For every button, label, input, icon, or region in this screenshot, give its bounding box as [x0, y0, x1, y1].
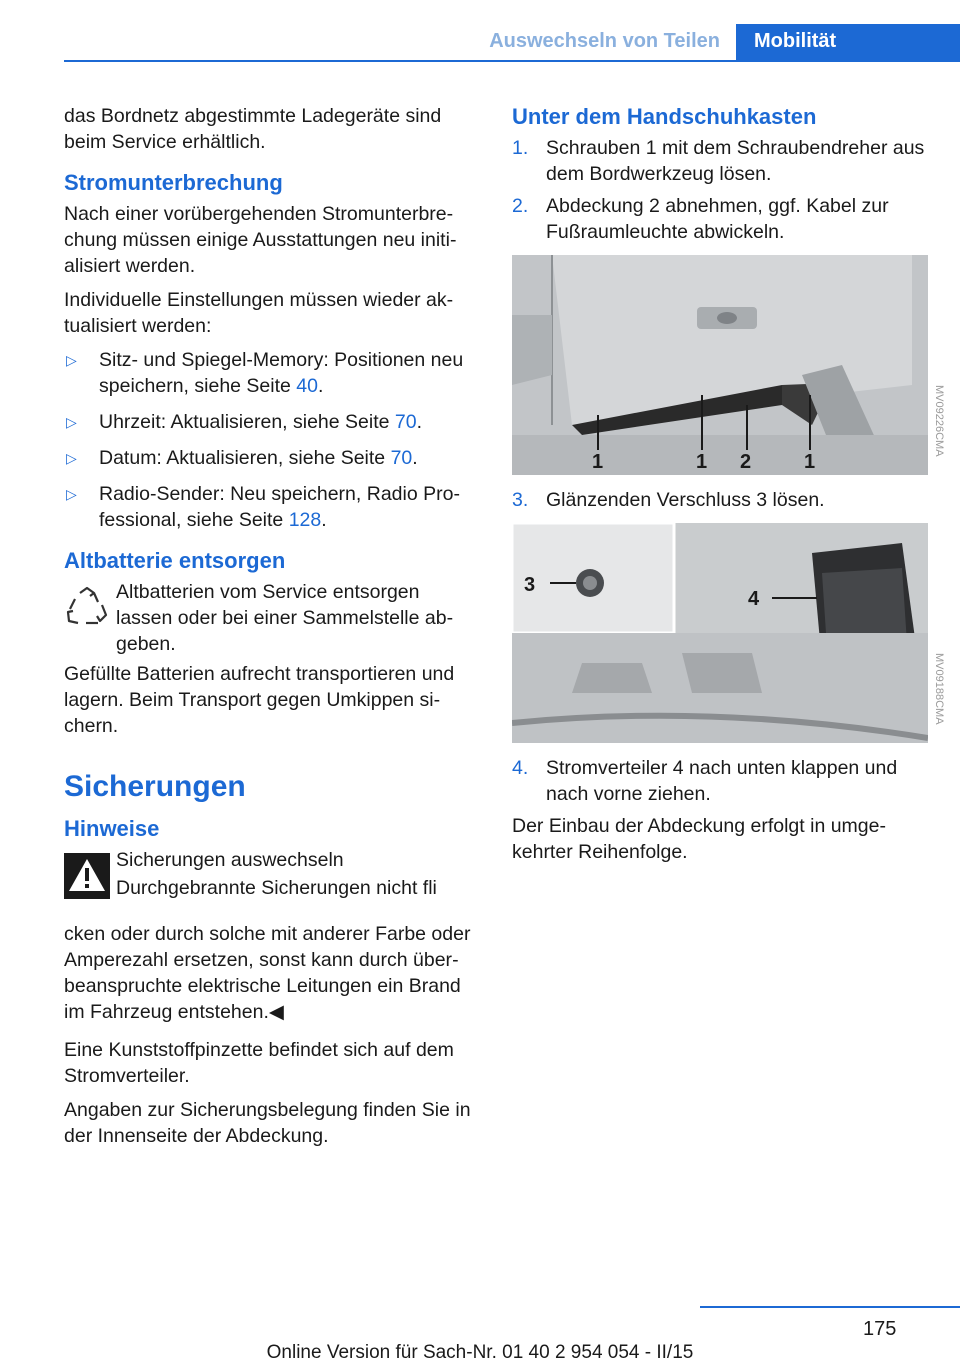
footer-rule	[700, 1306, 960, 1308]
figure-glovebox	[512, 255, 960, 475]
stromunterbrechung-paragraph-1: Nach einer vorübergehenden Stromunterbrechung müssen einige Ausstattungen neu initialisiert werden.	[64, 203, 457, 277]
step-number: 4.	[512, 757, 529, 779]
figure-code: MV09226CMA	[933, 385, 945, 457]
step-number: 2.	[512, 195, 529, 217]
warning-triangle-icon	[64, 853, 110, 899]
warning-text-continued: cken oder durch solche mit anderer Farbe oder Amperezahl ersetzen, sonst kann durch überbeanspruchte elektrische Leitungen ein Brand im Fahrzeug entstehen.◀	[64, 923, 471, 1023]
figure-label: 2	[740, 451, 752, 473]
bullet-triangle-icon: ▷	[66, 486, 77, 502]
page-link[interactable]: 70	[394, 411, 417, 433]
recycling-notice-text: Altbatterien vom Service entsorgen lassen oder bei einer Sammelstelle abgeben.	[116, 581, 454, 655]
sicherungen-paragraph-2: Angaben zur Sicherungsbelegung finden Sie in der Innenseite der Abdeckung.	[64, 1099, 471, 1147]
sicherungen-paragraph-1: Eine Kunststoffpinzette befindet sich auf dem Stromverteiler.	[64, 1039, 454, 1087]
heading-handschuhkasten: Unter dem Handschuhkasten	[512, 104, 817, 129]
settings-list	[64, 347, 480, 533]
heading-stromunterbrechung: Stromunterbrechung	[64, 170, 283, 195]
header-chapter-tab: Mobilität	[736, 24, 960, 61]
figure-code: MV09188CMA	[933, 653, 945, 725]
list-item: ▷ Datum: Aktualisieren, siehe Seite 70.	[66, 447, 418, 469]
figure-fusebox	[512, 523, 960, 743]
altbatterie-paragraph: Gefüllte Batterien aufrecht transportieren und lagern. Beim Transport gegen Umkippen sichern.	[64, 663, 455, 737]
page-link[interactable]: 40	[296, 375, 318, 397]
left-column	[64, 103, 480, 1157]
bullet-triangle-icon: ▷	[66, 414, 77, 430]
intro-paragraph: das Bordnetz abgestimmte Ladegeräte sind beim Service erhältlich.	[64, 105, 442, 153]
closing-paragraph: Der Einbau der Abdeckung erfolgt in umgekehrter Reihenfolge.	[512, 815, 886, 863]
heading-hinweise: Hinweise	[64, 816, 160, 841]
recycling-notice	[64, 579, 480, 657]
header-rule	[64, 60, 960, 62]
bullet-triangle-icon: ▷	[66, 352, 77, 368]
figure-label: 1	[696, 451, 708, 473]
figure-label: 1	[804, 451, 816, 473]
figure-label: 3	[524, 574, 536, 596]
header-section-title: Auswechseln von Teilen	[489, 30, 720, 52]
right-column	[512, 103, 945, 873]
page-number: 175	[863, 1318, 897, 1340]
recycling-icon	[64, 585, 110, 631]
step-item: 1. Schrauben 1 mit dem Schraubendreher aus dem Bordwerkzeug lösen.	[512, 137, 925, 185]
warning-title: Sicherungen auswechseln	[116, 849, 344, 871]
step-item: 4. Stromverteiler 4 nach unten klappen und nach vorne ziehen.	[512, 757, 898, 805]
page-link[interactable]: 70	[390, 447, 413, 469]
glovebox-image	[512, 255, 928, 475]
page-link[interactable]: 128	[288, 509, 322, 531]
step-number: 3.	[512, 489, 529, 511]
step-item: 2. Abdeckung 2 abnehmen, ggf. Kabel zur Fußraumleuchte abwickeln.	[512, 195, 889, 243]
online-version-note: Online Version für Sach-Nr. 01 40 2 954 054 - II/15	[266, 1342, 694, 1362]
steps-list-a	[512, 135, 928, 245]
figure-label: 4	[748, 588, 760, 610]
step-item: 3. Glänzenden Verschluss 3 lösen.	[512, 489, 825, 511]
list-item: ▷ Sitz- und Spiegel-Memory: Positionen neu speichern, siehe Seite 40.	[66, 349, 464, 397]
steps-list-b	[512, 487, 928, 513]
figure-label: 1	[592, 451, 604, 473]
steps-list-c	[512, 755, 928, 807]
list-item: ▷ Uhrzeit: Aktualisieren, siehe Seite 70.	[66, 411, 423, 433]
warning-notice	[64, 847, 480, 917]
heading-sicherungen: Sicherungen	[64, 770, 246, 803]
bullet-triangle-icon: ▷	[66, 450, 77, 466]
stromunterbrechung-paragraph-2: Individuelle Einstellungen müssen wieder aktualisiert werden:	[64, 289, 454, 337]
list-item: ▷ Radio-Sender: Neu speichern, Radio Professional, siehe Seite 128.	[66, 483, 460, 531]
step-number: 1.	[512, 137, 529, 159]
fusebox-image	[512, 523, 928, 743]
heading-altbatterie: Altbatterie entsorgen	[64, 548, 286, 573]
warning-text-start: Durchgebrannte Sicherungen nicht fli	[116, 877, 437, 899]
